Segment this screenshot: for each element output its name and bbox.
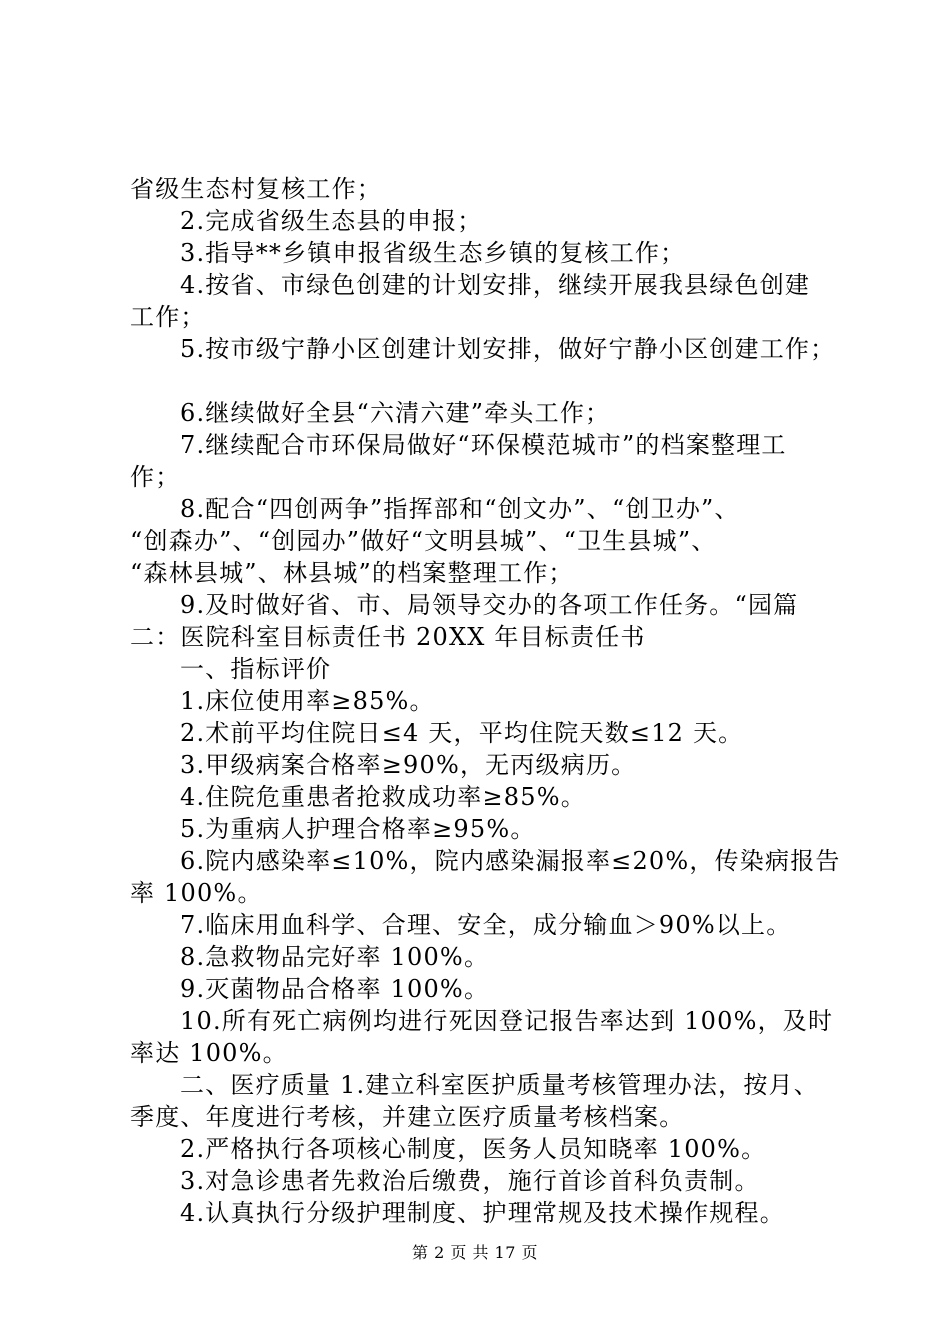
text-line: 3.对急诊患者先救治后缴费，施行首诊首科负责制。 <box>180 1167 760 1195</box>
text-line: 4.按省、市绿色创建的计划安排，继续开展我县绿色创建 <box>180 271 811 299</box>
text-line: 7.临床用血科学、合理、安全，成分输血＞90%以上。 <box>180 911 792 939</box>
text-line: 3.指导**乡镇申报省级生态乡镇的复核工作； <box>180 239 686 267</box>
text-line: 省级生态村复核工作； <box>130 175 382 203</box>
text-line: 4.住院危重患者抢救成功率≥85%。 <box>180 783 586 811</box>
text-line: 9.灭菌物品合格率 100%。 <box>180 975 490 1003</box>
text-line: “创森办”、“创园办”做好“文明县城”、“卫生县城”、 <box>130 527 717 555</box>
text-line: 2.完成省级生态县的申报； <box>180 207 483 235</box>
text-line: 6.继续做好全县“六清六建”牵头工作； <box>180 399 611 427</box>
text-line: 率 100%。 <box>130 879 263 907</box>
text-line: 6.院内感染率≤10%，院内感染漏报率≤20%，传染病报告 <box>180 847 841 875</box>
text-line: 9.及时做好省、市、局领导交办的各项工作任务。“园篇 <box>180 591 799 619</box>
text-line: 作； <box>130 463 181 491</box>
text-line: 10.所有死亡病例均进行死因登记报告率达到 100%，及时 <box>180 1007 834 1035</box>
text-line: 8.配合“四创两争”指挥部和“创文办”、“创卫办”、 <box>180 495 740 523</box>
document-body <box>130 173 841 1229</box>
text-line: 二：医院科室目标责任书 20XX 年目标责任书 <box>130 623 646 651</box>
text-line: 季度、年度进行考核，并建立医疗质量考核档案。 <box>130 1103 685 1131</box>
text-line: 5.为重病人护理合格率≥95%。 <box>180 815 536 843</box>
text-line: “森林县城”、林县城”的档案整理工作； <box>130 559 574 587</box>
text-line: 3.甲级病案合格率≥90%，无丙级病历。 <box>180 751 637 779</box>
text-line: 2.严格执行各项核心制度，医务人员知晓率 100%。 <box>180 1135 767 1163</box>
text-line: 率达 100%。 <box>130 1039 288 1067</box>
text-line: 8.急救物品完好率 100%。 <box>180 943 490 971</box>
text-line: 5.按市级宁静小区创建计划安排，做好宁静小区创建工作； <box>180 335 836 363</box>
section-heading: 一、指标评价 <box>180 655 332 683</box>
blank-line <box>130 365 835 397</box>
section-heading: 二、医疗质量 1.建立科室医护质量考核管理办法，按月、 <box>180 1071 819 1099</box>
text-line: 1.床位使用率≥85%。 <box>180 687 435 715</box>
text-line: 工作； <box>130 303 206 331</box>
text-line: 2.术前平均住院日≤4 天，平均住院天数≤12 天。 <box>180 719 744 747</box>
page-number-footer: 第 2 页 共 17 页 <box>412 1243 538 1262</box>
text-line: 7.继续配合市环保局做好“环保模范城市”的档案整理工 <box>180 431 787 459</box>
text-line: 4.认真执行分级护理制度、护理常规及技术操作规程。 <box>180 1199 785 1227</box>
